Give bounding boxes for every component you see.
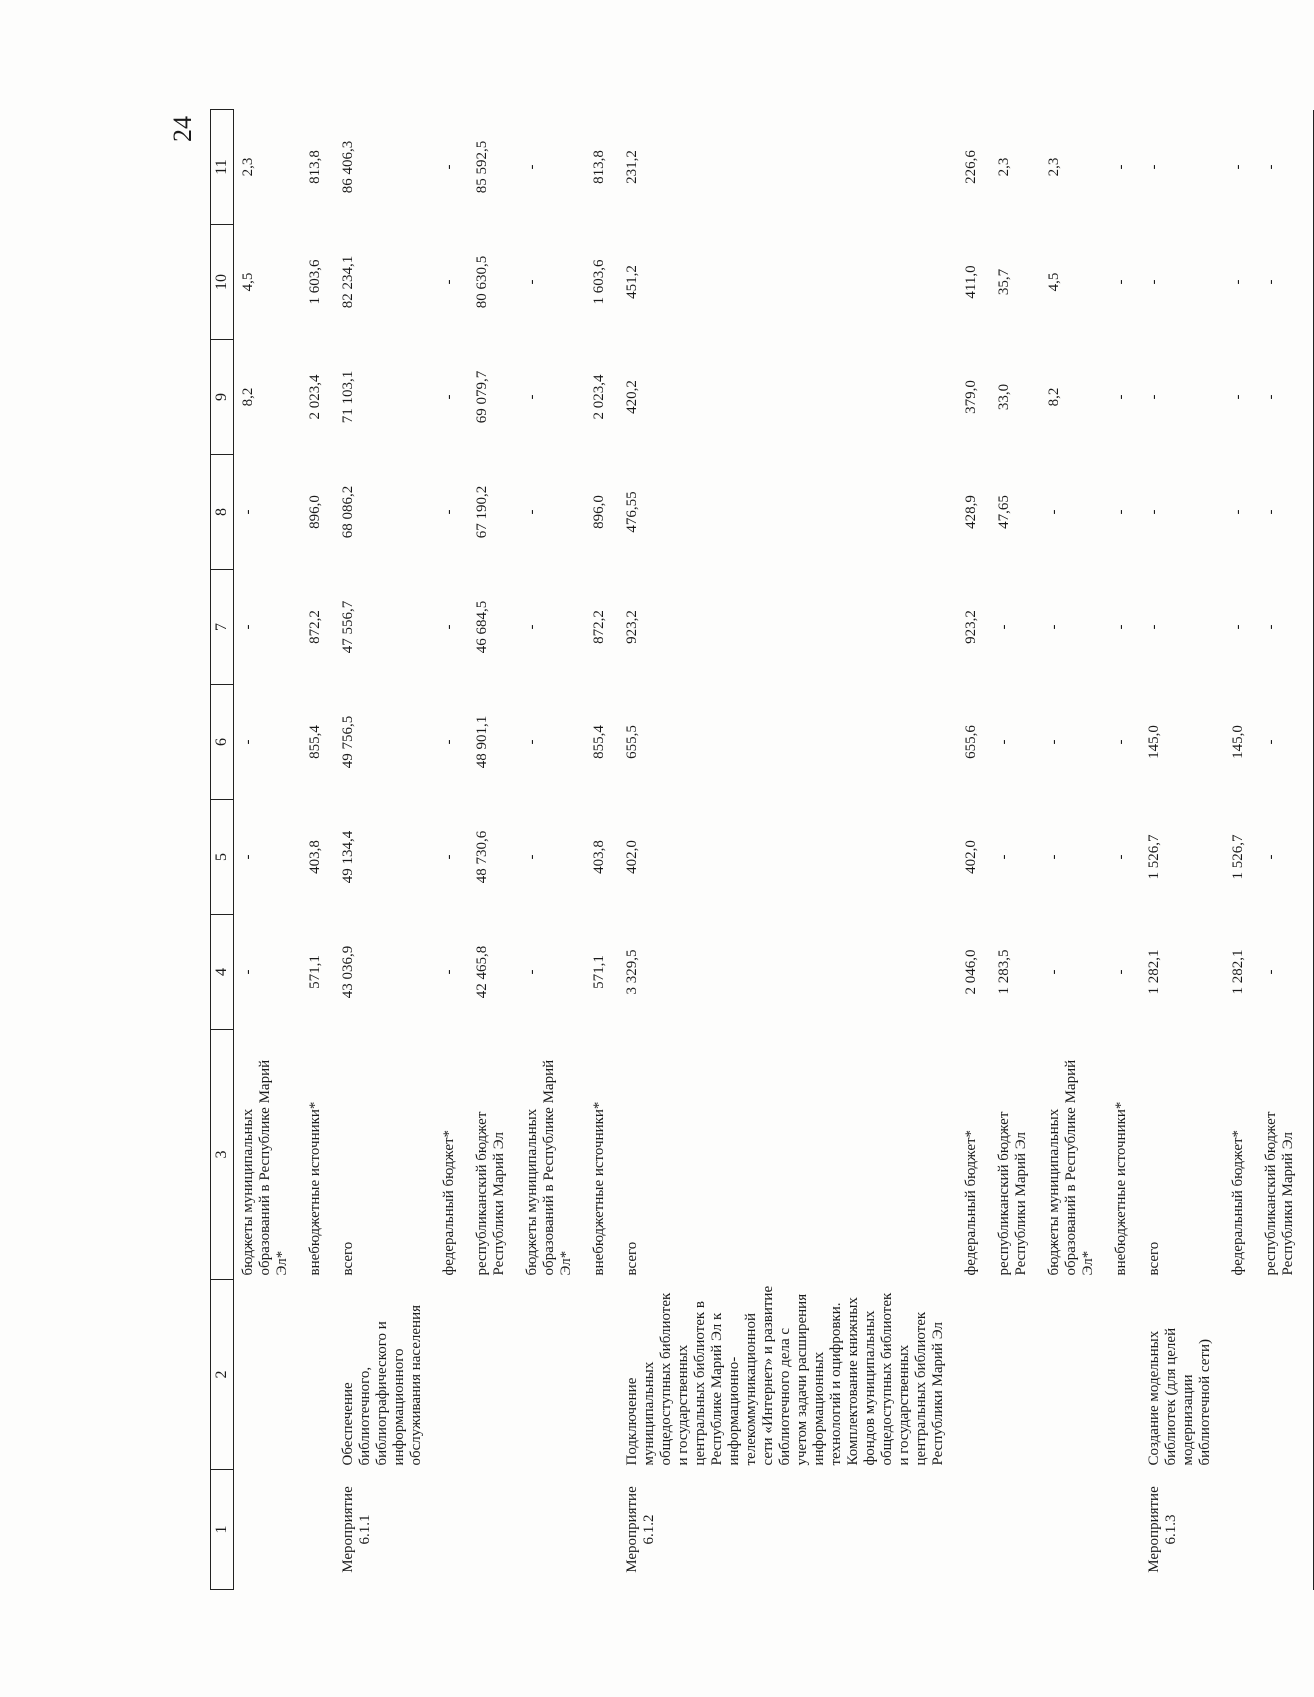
table-row	[307, 110, 340, 1590]
amount-cell-col-7: -	[1046, 624, 1062, 630]
measure-code-cell	[474, 1470, 524, 1590]
amount-cell-col-9: -	[1113, 394, 1129, 400]
amount-cell-col-5: 48 730,6	[474, 830, 490, 884]
amount-cell-col-8: 476,55	[624, 491, 640, 533]
amount-cell-col-4: -	[441, 969, 457, 975]
table-row	[1263, 110, 1313, 1590]
amount-cell-col-9: -	[524, 394, 540, 400]
measure-name-cell	[963, 1280, 996, 1470]
amount-cell-col-7: 872,2	[591, 610, 607, 644]
measure-name-cell	[1046, 1280, 1113, 1470]
amount-cell-col-7: -	[1113, 624, 1129, 630]
column-number-9: 9	[211, 340, 234, 455]
amount-cell-col-6: 48 901,1	[474, 715, 490, 769]
amount-cell-col-6: 655,5	[624, 725, 640, 759]
amount-cell-col-9: 420,2	[624, 380, 640, 414]
amount-cell-col-10: -	[1146, 279, 1162, 285]
amount-cell-col-8: 896,0	[591, 495, 607, 529]
amount-cell-col-6: -	[1046, 739, 1062, 745]
amount-cell-col-4: 2 046,0	[963, 949, 979, 995]
amount-cell-col-5: 49 134,4	[340, 830, 356, 884]
amount-cell-col-10: 4,5	[1046, 272, 1062, 292]
amount-cell-col-5: -	[996, 854, 1012, 860]
amount-cell-col-5: 402,0	[963, 840, 979, 874]
amount-cell-col-11: -	[1230, 164, 1246, 170]
funding-source-cell: бюджеты муниципальных образований в Республике Марий Эл*	[240, 1059, 290, 1276]
amount-cell-col-11: 2,3	[996, 157, 1012, 177]
amount-cell-col-5: 1 526,7	[1230, 834, 1246, 880]
amount-cell-col-7: 872,2	[307, 610, 323, 644]
amount-cell-col-9: 379,0	[963, 380, 979, 414]
measure-code-cell: Мероприятие 6.1.1	[340, 1486, 373, 1573]
measure-name-cell	[1230, 1280, 1263, 1470]
amount-cell-col-5: 403,8	[591, 840, 607, 874]
amount-cell-col-4: -	[1113, 969, 1129, 975]
amount-cell-col-10: 1 603,6	[307, 259, 323, 305]
amount-cell-col-4: -	[1263, 969, 1279, 975]
amount-cell-col-4: 1 283,5	[996, 949, 1012, 995]
funding-table-area	[210, 110, 1314, 1590]
amount-cell-col-8: 47,65	[996, 495, 1012, 529]
amount-cell-col-9: 8,2	[1046, 387, 1062, 407]
amount-cell-col-5: 403,8	[307, 840, 323, 874]
rotated-page	[168, 110, 1296, 1590]
measure-code-cell: Мероприятие 6.1.3	[1146, 1486, 1179, 1573]
amount-cell-col-10: -	[1230, 279, 1246, 285]
amount-cell-col-7: 47 556,7	[340, 600, 356, 654]
table-row	[524, 110, 591, 1590]
table-row	[963, 110, 996, 1590]
amount-cell-col-4: 571,1	[307, 955, 323, 989]
funding-source-cell: республиканский бюджет Республики Марий Эл	[474, 1111, 507, 1276]
amount-cell-col-6: -	[996, 739, 1012, 745]
table-row	[1146, 110, 1230, 1590]
measure-code-cell: Мероприятие 6.1.2	[624, 1486, 657, 1573]
amount-cell-col-8: 67 190,2	[474, 485, 490, 539]
measure-name-cell	[1263, 1280, 1313, 1470]
measure-name-cell	[474, 1280, 524, 1470]
measure-code-cell	[524, 1470, 591, 1590]
measure-name-cell	[996, 1280, 1046, 1470]
table-row	[624, 110, 963, 1590]
measure-code-cell	[307, 1470, 340, 1590]
measure-code-cell	[1263, 1470, 1313, 1590]
table-row	[474, 110, 524, 1590]
column-number-3: 3	[211, 1030, 234, 1280]
measure-code-cell	[1113, 1470, 1146, 1590]
funding-source-cell: всего	[340, 1241, 356, 1276]
amount-cell-col-8: -	[1046, 509, 1062, 515]
column-number-10: 10	[211, 225, 234, 340]
column-number-5: 5	[211, 800, 234, 915]
amount-cell-col-5: -	[441, 854, 457, 860]
amount-cell-col-11: 813,8	[307, 150, 323, 184]
amount-cell-col-10: 1 603,6	[591, 259, 607, 305]
amount-cell-col-4: 1 282,1	[1146, 949, 1162, 995]
amount-cell-col-9: 2 023,4	[307, 374, 323, 420]
amount-cell-col-4: 43 036,9	[340, 945, 356, 999]
measure-name-cell: Обеспечение библиотечного, библиографического и информационного обслуживания населения	[340, 1305, 424, 1466]
amount-cell-col-11: 2,3	[1046, 157, 1062, 177]
measure-name-cell	[441, 1280, 474, 1470]
amount-cell-col-5: 1 526,7	[1146, 834, 1162, 880]
column-number-7: 7	[211, 570, 234, 685]
funding-source-cell: бюджеты муниципальных образований в Республике Марий Эл*	[1046, 1059, 1096, 1276]
funding-source-cell: всего	[624, 1241, 640, 1276]
amount-cell-col-10: -	[441, 279, 457, 285]
amount-cell-col-8: -	[1113, 509, 1129, 515]
table-row	[234, 110, 308, 1590]
amount-cell-col-4: 42 465,8	[474, 945, 490, 999]
amount-cell-col-9: -	[441, 394, 457, 400]
funding-source-cell: внебюджетные источники*	[307, 1101, 323, 1276]
amount-cell-col-8: -	[1230, 509, 1246, 515]
column-number-11: 11	[211, 110, 234, 225]
amount-cell-col-11: 85 592,5	[474, 140, 490, 194]
amount-cell-col-11: -	[1113, 164, 1129, 170]
amount-cell-col-9: 2 023,4	[591, 374, 607, 420]
amount-cell-col-8: -	[1263, 509, 1279, 515]
amount-cell-col-5: 402,0	[624, 840, 640, 874]
measure-name-cell	[1113, 1280, 1146, 1470]
amount-cell-col-7: -	[1146, 624, 1162, 630]
funding-source-cell: федеральный бюджет*	[441, 1129, 457, 1276]
amount-cell-col-7: -	[441, 624, 457, 630]
amount-cell-col-7: 923,2	[624, 610, 640, 644]
amount-cell-col-10: -	[524, 279, 540, 285]
measure-name-cell	[234, 1280, 308, 1470]
funding-table	[210, 109, 1313, 1590]
amount-cell-col-7: -	[240, 624, 256, 630]
table-row	[1230, 110, 1263, 1590]
amount-cell-col-11: 86 406,3	[340, 140, 356, 194]
amount-cell-col-10: 451,2	[624, 265, 640, 299]
column-number-6: 6	[211, 685, 234, 800]
amount-cell-col-10: 411,0	[963, 265, 979, 299]
amount-cell-col-9: -	[1230, 394, 1246, 400]
amount-cell-col-4: 571,1	[591, 955, 607, 989]
table-row	[1046, 110, 1113, 1590]
table-row	[1113, 110, 1146, 1590]
measure-name-cell	[524, 1280, 591, 1470]
amount-cell-col-5: -	[524, 854, 540, 860]
amount-cell-col-10: 35,7	[996, 268, 1012, 296]
amount-cell-col-10: -	[1113, 279, 1129, 285]
amount-cell-col-11: -	[1146, 164, 1162, 170]
measure-name-cell	[307, 1280, 340, 1470]
amount-cell-col-11: -	[1263, 164, 1279, 170]
amount-cell-col-11: 226,6	[963, 150, 979, 184]
amount-cell-col-8: 428,9	[963, 495, 979, 529]
amount-cell-col-11: -	[524, 164, 540, 170]
amount-cell-col-8: -	[441, 509, 457, 515]
amount-cell-col-7: 923,2	[963, 610, 979, 644]
measure-code-cell	[1046, 1470, 1113, 1590]
amount-cell-col-10: 4,5	[240, 272, 256, 292]
amount-cell-col-4: 1 282,1	[1230, 949, 1246, 995]
amount-cell-col-5: -	[1113, 854, 1129, 860]
table-row	[340, 110, 441, 1590]
amount-cell-col-6: -	[524, 739, 540, 745]
amount-cell-col-11: 231,2	[624, 150, 640, 184]
measure-code-cell	[963, 1470, 996, 1590]
page-number: 24	[168, 116, 197, 142]
amount-cell-col-10: -	[1263, 279, 1279, 285]
amount-cell-col-7: -	[996, 624, 1012, 630]
amount-cell-col-5: -	[1046, 854, 1062, 860]
measure-name-cell: Подключение муниципальных общедоступных библиотек и государственных центральных библиотек в Республике Марий Эл к информационно-телекоммуникационной сети «Интернет» и развитие библиотечного дела с учетом задачи расширения информационных технологий и оцифровки. Комплектование книжных фондов муниципальных общедоступных библиотек и государственных центральных библиотек Республики Марий Эл	[624, 1285, 946, 1466]
amount-cell-col-8: 896,0	[307, 495, 323, 529]
funding-source-cell: федеральный бюджет*	[1230, 1129, 1246, 1276]
amount-cell-col-7: -	[1263, 624, 1279, 630]
measure-code-cell	[441, 1470, 474, 1590]
funding-source-cell: республиканский бюджет Республики Марий Эл	[1263, 1111, 1296, 1276]
amount-cell-col-8: -	[524, 509, 540, 515]
amount-cell-col-6: 145,0	[1146, 725, 1162, 759]
amount-cell-col-9: 69 079,7	[474, 370, 490, 424]
funding-source-cell: всего	[1146, 1241, 1162, 1276]
amount-cell-col-9: -	[1263, 394, 1279, 400]
amount-cell-col-11: 813,8	[591, 150, 607, 184]
amount-cell-col-6: -	[1263, 739, 1279, 745]
amount-cell-col-8: 68 086,2	[340, 485, 356, 539]
amount-cell-col-6: 655,6	[963, 725, 979, 759]
amount-cell-col-5: -	[240, 854, 256, 860]
measure-name-cell	[591, 1280, 624, 1470]
amount-cell-col-9: 8,2	[240, 387, 256, 407]
table-row	[441, 110, 474, 1590]
funding-source-cell: республиканский бюджет Республики Марий Эл	[996, 1111, 1029, 1276]
amount-cell-col-6: 855,4	[307, 725, 323, 759]
column-number-4: 4	[211, 915, 234, 1030]
table-row	[591, 110, 624, 1590]
amount-cell-col-6: -	[240, 739, 256, 745]
amount-cell-col-11: 2,3	[240, 157, 256, 177]
header-row	[211, 110, 234, 1590]
amount-cell-col-6: -	[441, 739, 457, 745]
funding-source-cell: бюджеты муниципальных образований в Республике Марий Эл*	[524, 1059, 574, 1276]
amount-cell-col-5: -	[1263, 854, 1279, 860]
amount-cell-col-9: 33,0	[996, 383, 1012, 411]
amount-cell-col-4: -	[1046, 969, 1062, 975]
amount-cell-col-6: 49 756,5	[340, 715, 356, 769]
amount-cell-col-4: 3 329,5	[624, 949, 640, 995]
amount-cell-col-10: 82 234,1	[340, 255, 356, 309]
amount-cell-col-4: -	[524, 969, 540, 975]
amount-cell-col-6: 855,4	[591, 725, 607, 759]
amount-cell-col-4: -	[240, 969, 256, 975]
measure-code-cell	[234, 1470, 308, 1590]
amount-cell-col-8: -	[240, 509, 256, 515]
amount-cell-col-8: -	[1146, 509, 1162, 515]
table-row	[996, 110, 1046, 1590]
amount-cell-col-11: -	[441, 164, 457, 170]
measure-code-cell	[591, 1470, 624, 1590]
amount-cell-col-7: 46 684,5	[474, 600, 490, 654]
funding-source-cell: федеральный бюджет*	[963, 1129, 979, 1276]
amount-cell-col-9: -	[1146, 394, 1162, 400]
column-number-2: 2	[211, 1280, 234, 1470]
column-number-8: 8	[211, 455, 234, 570]
amount-cell-col-6: 145,0	[1230, 725, 1246, 759]
amount-cell-col-7: -	[1230, 624, 1246, 630]
amount-cell-col-7: -	[524, 624, 540, 630]
measure-name-cell: Создание модельных библиотек (для целей модернизации библиотечной сети)	[1146, 1327, 1213, 1466]
amount-cell-col-9: 71 103,1	[340, 370, 356, 424]
funding-source-cell: внебюджетные источники*	[1113, 1101, 1129, 1276]
table-body	[234, 110, 1314, 1590]
funding-source-cell: внебюджетные источники*	[591, 1101, 607, 1276]
column-number-1: 1	[211, 1470, 234, 1590]
amount-cell-col-6: -	[1113, 739, 1129, 745]
measure-code-cell	[1230, 1470, 1263, 1590]
amount-cell-col-10: 80 630,5	[474, 255, 490, 309]
measure-code-cell	[996, 1470, 1046, 1590]
